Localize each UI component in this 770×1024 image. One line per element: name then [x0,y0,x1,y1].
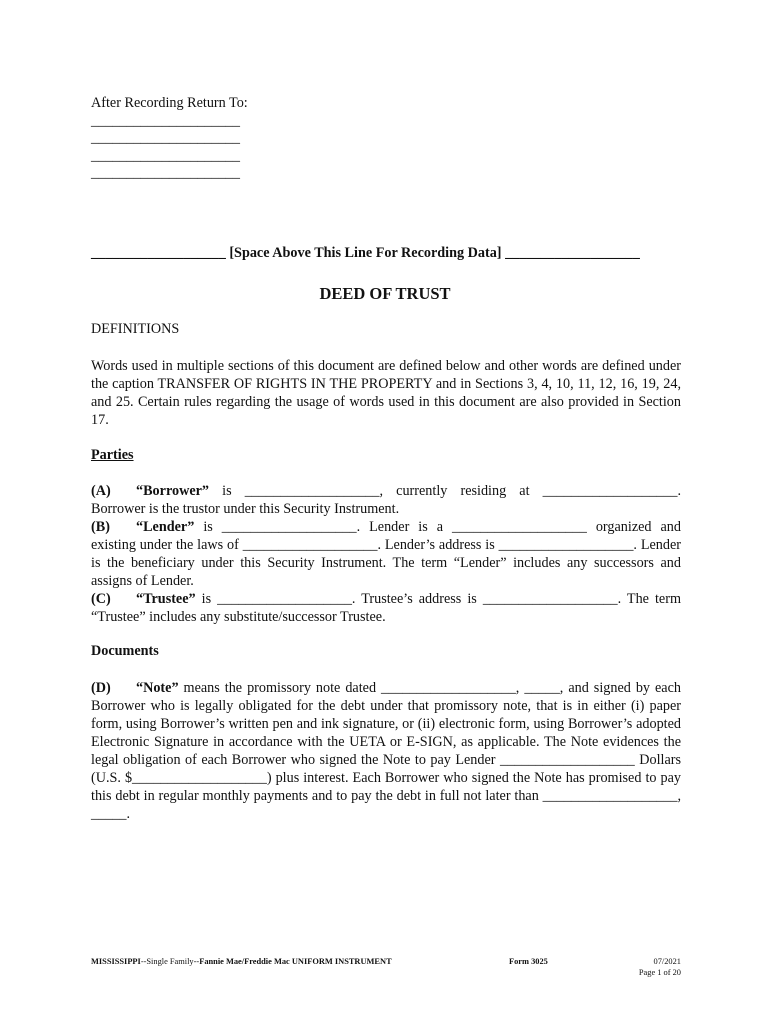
documents-section [91,679,681,823]
return-to-line: _____________________ [91,130,240,146]
definitions-heading: DEFINITIONS [91,321,180,337]
definitions-text: Words used in multiple sections of this document are defined below and other words are defined under the caption TRANSFER OF RIGHTS IN THE PROPERTY and in Sections 3, 4, 10, 11, 12, 16, 19, 24, and 25. Certain rules regarding the usage of words used in this document are also provided in Section 17. [91,358,681,428]
footer-desc: --Single Family-- [140,957,200,966]
definition-a-term: “Borrower” [136,483,210,499]
definition-b [91,518,681,590]
return-to-line: _____________________ [91,147,240,164]
definition-c-label: (C) [91,591,111,607]
definition-b-term: “Lender” [136,519,195,535]
footer-form-number: Form 3025 [509,957,548,966]
footer-instrument [91,957,392,966]
footer-date: 07/2021 [653,957,681,966]
document-title: DEED OF TRUST [319,284,451,303]
return-to-label: After Recording Return To: [91,95,248,111]
definition-c-term: “Trustee” [136,591,196,607]
definition-d [91,679,681,823]
definition-b-label: (B) [91,519,110,535]
footer-page-number: Page 1 of 20 [638,967,681,977]
definition-d-term: “Note” [136,680,179,696]
parties-heading [91,447,134,464]
return-to-line: _____________________ [91,165,240,181]
definitions-paragraph [91,357,681,429]
documents-heading: Documents [91,643,159,659]
definition-a-text: is ___________________, currently residing at ___________________. Borrower is the trustor under this Security Instrument. [91,483,681,517]
definition-d-text: means the promissory note dated ___________________, _____, and signed by each Borrower who is legally obligated for the debt under that promissory note, that is in either (i) paper form, using Borrower’s written pen and ink signature, or (ii) electronic form, using Borrower’s adopted Electronic Signature in accordance with the UETA or E-SIGN, as applicable. The Note evidences the legal obligation of each Borrower who signed the Note to pay Lender ___________________ Dollars (U.S. $___________________) plus interest. Each Borrower who signed the Note has promised to pay this debt in regular monthly payments and to pay the debt in full not later than ___________________, _____. [91,680,681,822]
footer-instrument-name: Fannie Mae/Freddie Mac UNIFORM INSTRUMENT [199,957,392,966]
return-to-line: _____________________ [91,112,240,129]
parties-heading-text: Parties [91,447,134,463]
parties-section [91,482,681,626]
footer-state: MISSISSIPPI [91,957,141,966]
definition-a-label: (A) [91,483,111,499]
definition-c-text: is ___________________. Trustee’s address is ___________________. The term “Trustee” includes any substitute/successor Trustee. [91,591,681,625]
return-to-block [91,94,291,182]
definition-b-text: is ___________________. Lender is a ___________________ organized and existing under the laws of ___________________. Lender’s address is ___________________. Lender is the beneficiary under this Security Instrument. The term “Lender” includes any successors and assigns of Lender. [91,519,681,589]
definition-d-label: (D) [91,680,111,696]
definition-c [91,590,681,626]
footer-date-page [600,957,681,978]
recording-data-line: ___________________ [Space Above This Line For Recording Data] ___________________ [91,245,640,261]
definition-a [91,482,681,518]
